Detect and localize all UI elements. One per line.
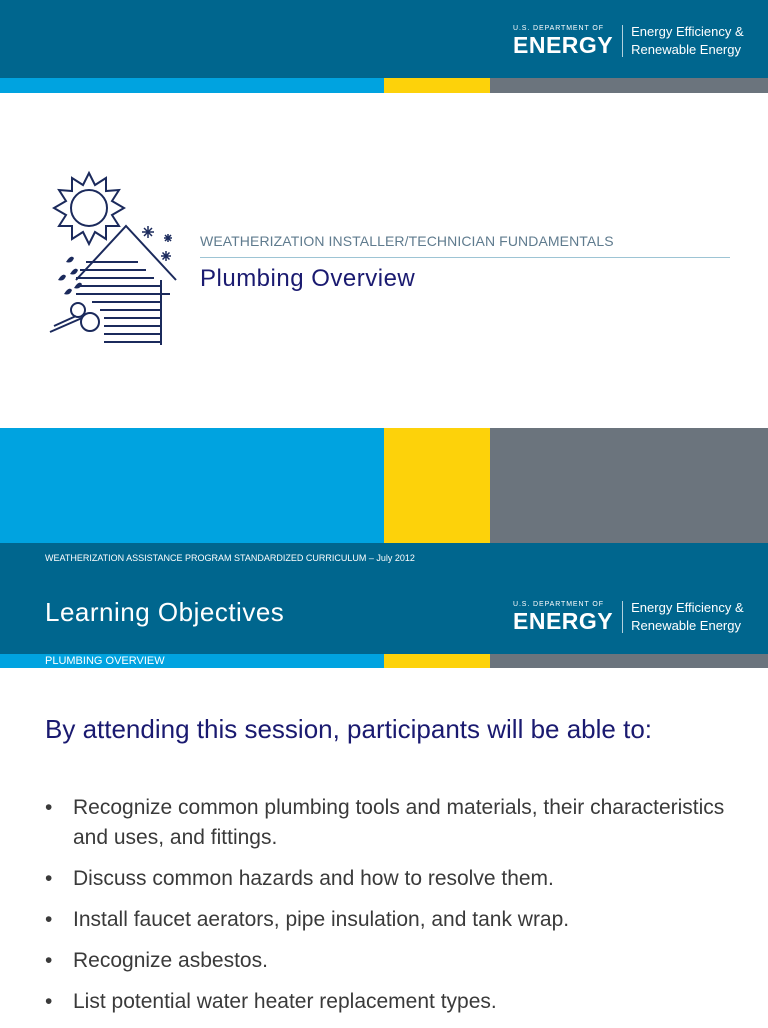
bullet-icon: • bbox=[45, 949, 53, 972]
list-item bbox=[45, 905, 735, 935]
list-item-text: List potential water heater replacement types. bbox=[73, 990, 497, 1013]
list-item-text: Install faucet aerators, pipe insulation, and tank wrap. bbox=[73, 908, 570, 931]
logo-department: U.S. DEPARTMENT OF bbox=[513, 601, 604, 608]
objectives-list bbox=[45, 793, 735, 1028]
list-item-text: Recognize asbestos. bbox=[73, 949, 268, 972]
bullet-icon: • bbox=[45, 908, 53, 931]
logo-energy: ENERGY bbox=[513, 32, 614, 58]
list-item-text: Recognize common plumbing tools and materials, their characteristics and uses, and fittings. bbox=[73, 796, 725, 849]
footer-block-gray bbox=[490, 428, 768, 543]
footer-block-cyan bbox=[0, 428, 384, 543]
section-label: PLUMBING OVERVIEW bbox=[45, 655, 165, 667]
list-item bbox=[45, 946, 735, 976]
section-stripe-gray bbox=[490, 654, 768, 668]
section-stripe-yellow bbox=[384, 654, 490, 668]
logo-office-line2: Renewable Energy bbox=[631, 618, 741, 633]
doe-eere-logo bbox=[513, 23, 744, 59]
list-item-text: Discuss common hazards and how to resolve them. bbox=[73, 867, 554, 890]
bullet-icon: • bbox=[45, 796, 53, 819]
bullet-icon: • bbox=[45, 990, 53, 1013]
objectives-lead: By attending this session, participants will be able to: bbox=[45, 714, 653, 744]
stripe-gray bbox=[490, 78, 768, 93]
logo-office-line1: Energy Efficiency & bbox=[631, 600, 744, 615]
logo-energy: ENERGY bbox=[513, 608, 614, 634]
subtitle-divider bbox=[200, 257, 730, 258]
stripe-yellow bbox=[384, 78, 490, 93]
slide2-title: Learning Objectives bbox=[45, 597, 285, 627]
list-item bbox=[45, 987, 735, 1017]
logo-office-line1: Energy Efficiency & bbox=[631, 24, 744, 39]
footer-block-yellow bbox=[384, 428, 490, 543]
doe-eere-logo-2 bbox=[513, 599, 744, 635]
slide1-subtitle: WEATHERIZATION INSTALLER/TECHNICIAN FUNDAMENTALS bbox=[200, 233, 614, 249]
stripe-cyan bbox=[0, 78, 384, 93]
slide1-footer-text: WEATHERIZATION ASSISTANCE PROGRAM STANDARDIZED CURRICULUM – July 2012 bbox=[45, 553, 415, 563]
logo-office-line2: Renewable Energy bbox=[631, 42, 741, 57]
logo-department: U.S. DEPARTMENT OF bbox=[513, 25, 604, 32]
list-item bbox=[45, 864, 735, 894]
slide1-title: Plumbing Overview bbox=[200, 265, 416, 292]
weatherization-house-sun-icon bbox=[46, 170, 181, 350]
list-item bbox=[45, 793, 735, 853]
bullet-icon: • bbox=[45, 867, 53, 890]
